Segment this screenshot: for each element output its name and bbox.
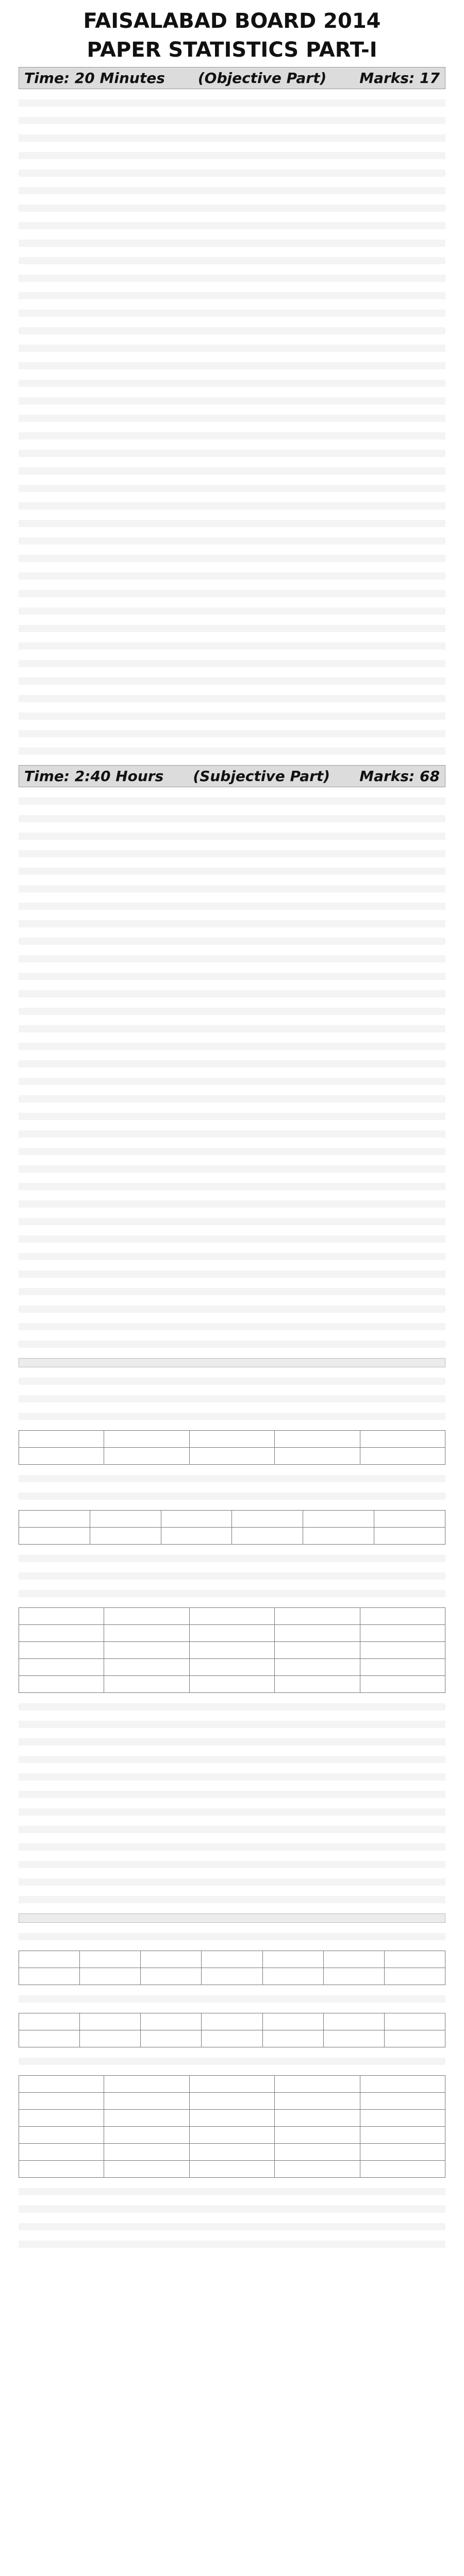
objective-marks: Marks: 17 (359, 70, 440, 87)
objective-time: Time: 20 Minutes (24, 70, 165, 87)
table-four (19, 1951, 445, 1985)
subjective-marks: Marks: 68 (359, 768, 440, 785)
section-three-questions (19, 1933, 445, 2248)
section-three-banner (19, 1913, 445, 1923)
subjective-part-label: (Subjective Part) (193, 768, 330, 785)
objective-part-label: (Objective Part) (197, 70, 327, 87)
objective-part-bar (19, 67, 445, 89)
table-five (19, 2013, 445, 2047)
objective-questions-block (19, 99, 445, 755)
section-two-banner (19, 1358, 445, 1367)
board-title: FAISALABAD BOARD 2014 (83, 9, 381, 33)
table-two (19, 1510, 445, 1545)
section-two-questions (19, 1378, 445, 1903)
table-six (19, 2075, 445, 2178)
subjective-questions-block (19, 798, 445, 1348)
table-one (19, 1430, 445, 1465)
subjective-part-bar (19, 765, 445, 787)
table-three (19, 1607, 445, 1693)
paper-title: PAPER STATISTICS PART-I (87, 38, 377, 62)
subjective-time: Time: 2:40 Hours (24, 768, 164, 785)
